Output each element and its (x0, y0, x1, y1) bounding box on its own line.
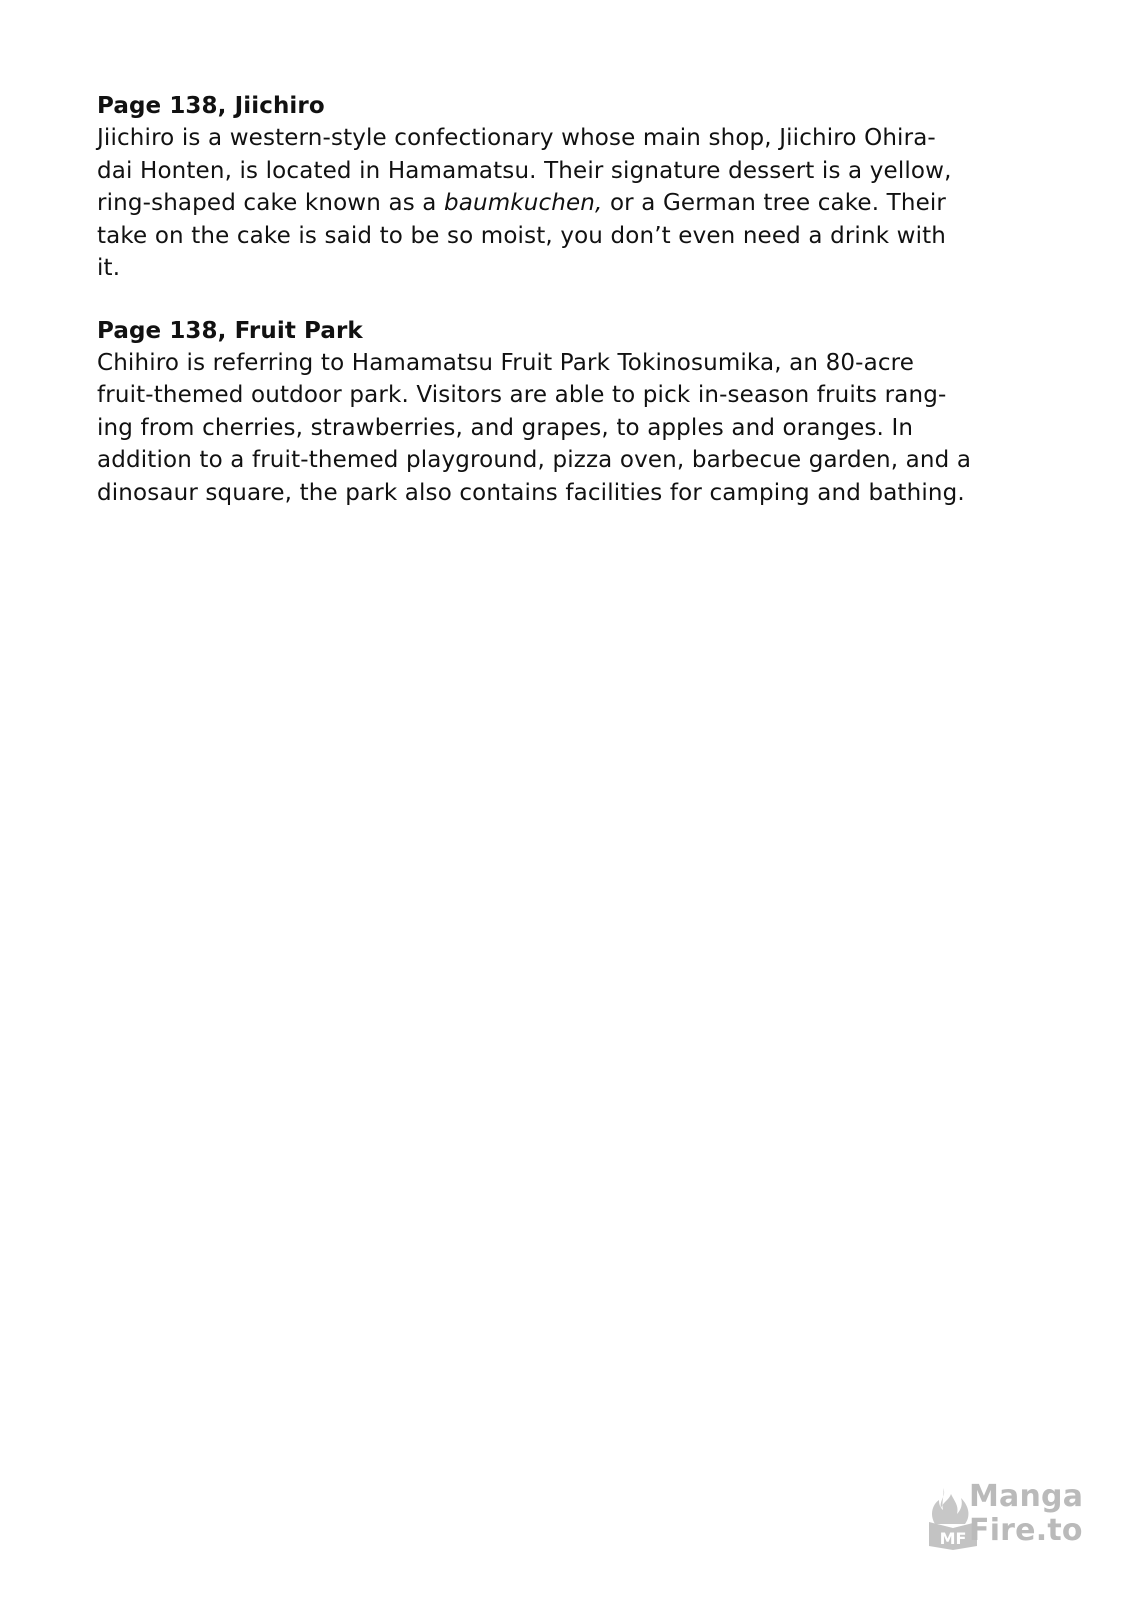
body-text: ring-shaped cake known as a (97, 190, 444, 216)
watermark-text (969, 1480, 1083, 1548)
document-page (97, 90, 1027, 539)
body-line: Jiichiro is a western-style confectionary whose main shop, Jiichiro Ohira- (97, 125, 936, 151)
note-jiichiro (97, 90, 1027, 285)
mangafire-watermark (925, 1480, 1085, 1560)
note-title: Page 138, Fruit Park (97, 317, 363, 344)
body-line (97, 187, 1027, 220)
body-line: dai Honten, is located in Hamamatsu. Their signature dessert is a yellow, (97, 157, 952, 184)
watermark-line-2: Fire.to (969, 1513, 1083, 1548)
note-title: Page 138, Jiichiro (97, 93, 325, 119)
body-line: dinosaur square, the park also contains facilities for camping and bathing. (97, 479, 965, 506)
logo-letters: MF (939, 1529, 967, 1548)
body-line: ing from cherries, strawberries, and grapes, to apples and oranges. In (97, 414, 914, 441)
body-line: fruit-themed outdoor park. Visitors are able to pick in-season fruits rang- (97, 382, 947, 408)
note-body (97, 122, 1027, 285)
body-line: addition to a fruit-themed playground, pizza oven, barbecue garden, and a (97, 447, 972, 473)
body-text: or a German tree cake. Their (602, 190, 947, 216)
watermark-line-1: Manga (969, 1479, 1084, 1514)
italic-term: baumkuchen, (444, 190, 603, 216)
body-line: Chihiro is referring to Hamamatsu Fruit Park Tokinosumika, an 80-acre (97, 349, 915, 376)
note-body (97, 347, 1027, 510)
body-line: it. (97, 255, 121, 281)
body-line: take on the cake is said to be so moist, you don’t even need a drink with (97, 222, 947, 249)
note-fruit-park (97, 315, 1027, 510)
